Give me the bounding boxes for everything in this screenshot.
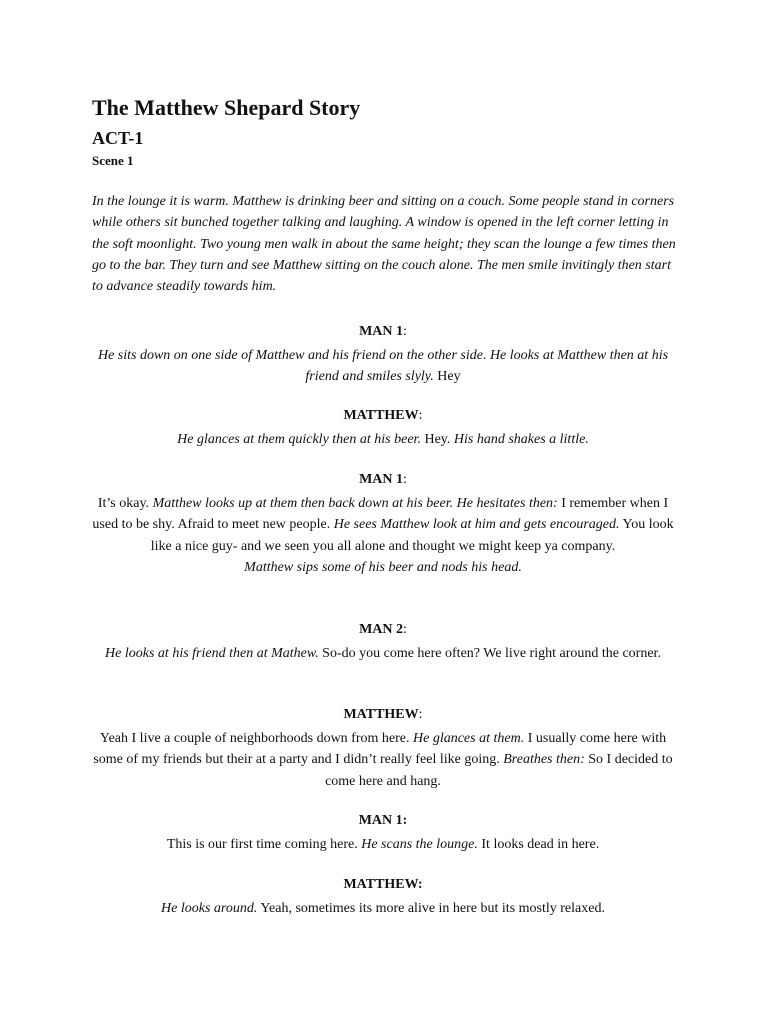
stage-direction: His hand shakes a little. <box>453 431 589 447</box>
stage-direction: He looks at his friend then at Mathew. <box>105 645 319 661</box>
spoken-line: So-do you come here often? We live right around the corner. <box>318 645 661 661</box>
speaker-label: MAN 1 <box>359 472 404 487</box>
spoken-line: This is our first time coming here. <box>166 836 362 852</box>
speaker-colon: : <box>418 707 423 722</box>
spoken-line: Hey <box>433 369 461 384</box>
dialogue-text <box>88 728 678 793</box>
dialogue-block-matthew-1 <box>88 405 678 450</box>
stage-direction: He scans the lounge. <box>361 836 478 852</box>
scene-description: In the lounge it is warm. Matthew is drinking beer and sitting on a couch. Some people stand in corners while others sit bunched together talking and laughing. A window is opened in the left corner letting in the soft moonlight. Two young men walk in about the same height; they scan the lounge a few times then go to the bar. They turn and see Matthew sitting on the couch alone. The men smile invitingly then start to advance steadily towards him. <box>92 194 676 295</box>
speaker-name <box>88 704 678 726</box>
stage-direction: He sees Matthew look at him and gets encouraged. <box>333 517 620 532</box>
dialogue-block-man1-2 <box>88 469 678 579</box>
stage-direction: Breathes then: <box>503 752 585 767</box>
stage-direction: He glances at them. <box>413 730 525 746</box>
spoken-line: Yeah, sometimes its more alive in here but its mostly relaxed. <box>257 900 605 916</box>
speaker-label: MATTHEW <box>343 408 419 423</box>
dialogue-block-matthew-2 <box>88 704 678 792</box>
stage-direction: Matthew looks up at them then back down at his beer. He hesitates then: <box>152 495 558 511</box>
speaker-colon: : <box>403 472 407 487</box>
spoken-line: So I decided to come here and hang. <box>325 752 673 789</box>
dialogue-text <box>88 429 678 451</box>
speaker-name: MATTHEW: <box>343 877 423 892</box>
stage-direction: He sits down on one side of Matthew and his friend on the other side. He looks at Matthew then at his friend and smiles slyly. <box>97 347 669 384</box>
stage-direction: Matthew sips some of his beer and nods his head. <box>244 560 522 575</box>
stage-direction: He glances at them quickly then at his beer. <box>177 431 421 447</box>
spoken-line: I remember when I used to be shy. Afraid to meet new people. <box>92 495 669 532</box>
act-heading: ACT-1 <box>92 128 144 148</box>
dialogue-text <box>88 345 678 388</box>
spoken-line: It’s okay. <box>97 495 153 511</box>
dialogue-text <box>88 898 678 920</box>
speaker-colon: : <box>403 324 407 339</box>
speaker-name <box>88 405 678 427</box>
dialogue-text <box>88 643 678 665</box>
speaker-label: MAN 2 <box>359 622 404 637</box>
spoken-line: It looks dead in here. <box>477 836 600 852</box>
dialogue-text <box>88 493 678 558</box>
dialogue-block-man1-1 <box>88 321 678 388</box>
stage-direction: He looks around. <box>161 900 258 916</box>
spoken-line: You look like a nice guy- and we seen you all alone and thought we might keep ya company. <box>150 517 674 554</box>
speaker-label: MAN 1 <box>359 324 404 339</box>
scene-heading: Scene 1 <box>92 153 134 168</box>
spoken-line: Hey. <box>420 431 454 447</box>
dialogue-text <box>88 834 678 856</box>
speaker-name <box>88 469 678 491</box>
speaker-colon: : <box>418 408 423 423</box>
page-title: The Matthew Shepard Story <box>92 95 361 120</box>
speaker-name: MAN 1: <box>358 813 408 828</box>
action-line <box>88 557 678 579</box>
speaker-name <box>88 321 678 343</box>
spoken-line: I usually come here with some of my friends but their at a party and I didn’t really feel like going. <box>93 730 667 767</box>
spoken-line: Yeah I live a couple of neighborhoods down from here. <box>99 730 413 746</box>
speaker-label: MATTHEW <box>343 707 419 722</box>
dialogue-block-matthew-3 <box>88 874 678 919</box>
dialogue-block-man2-1 <box>88 619 678 664</box>
speaker-colon: : <box>403 622 407 637</box>
speaker-name <box>88 619 678 641</box>
dialogue-block-man1-3 <box>88 810 678 855</box>
